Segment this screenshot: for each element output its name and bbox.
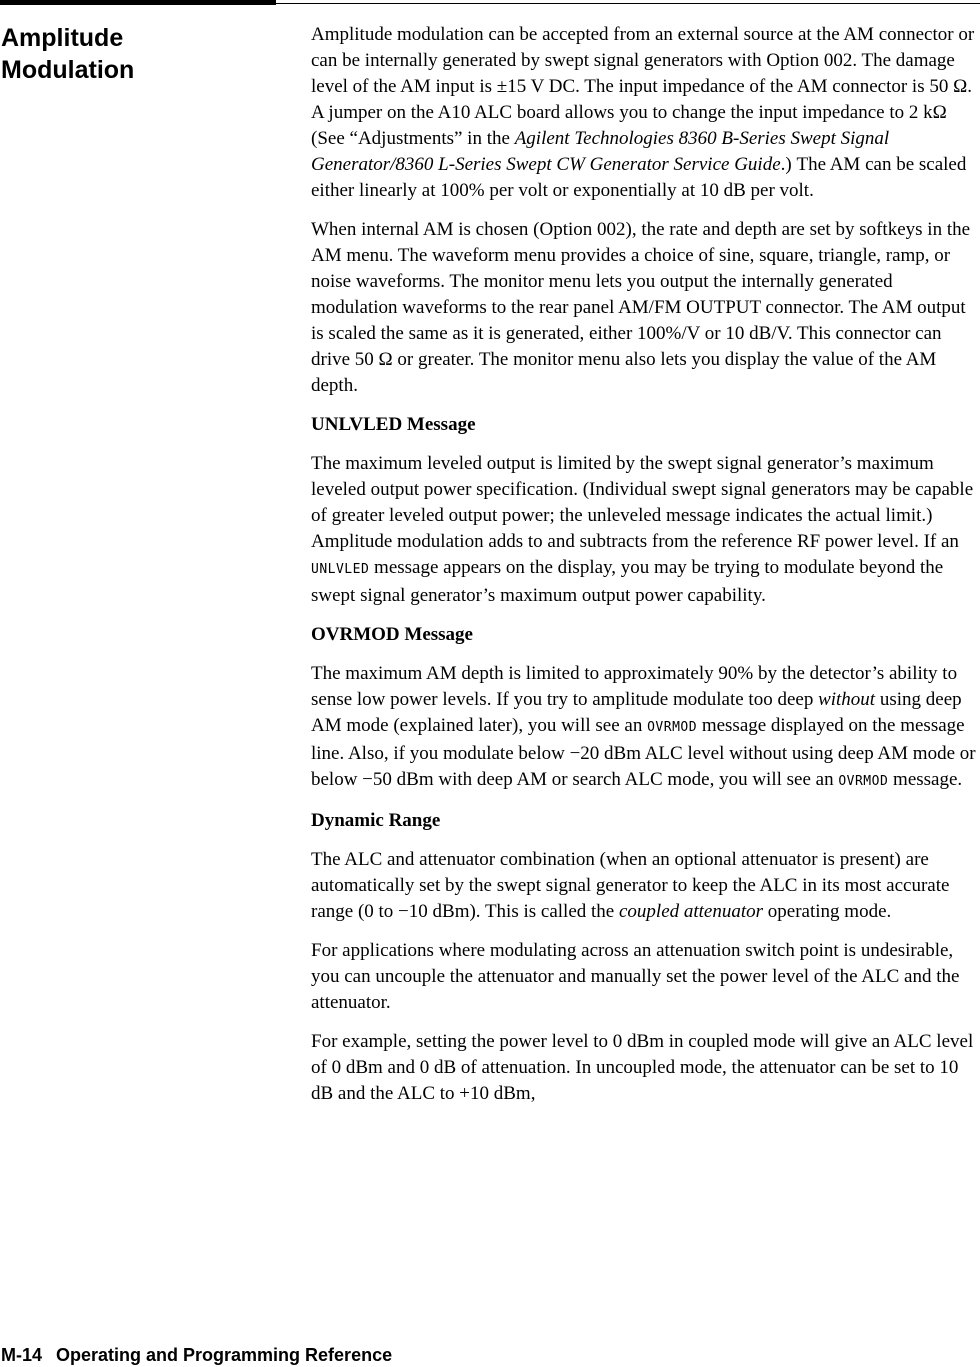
section-title-line1: Amplitude: [1, 24, 124, 52]
header-rule-thin: [276, 3, 980, 4]
intro-paragraph-2: When internal AM is chosen (Option 002), the rate and depth are set by softkeys in the AM menu. The waveform menu provides a choice of sine, square, triangle, ramp, or noise waveforms. The monitor menu lets you output the internally generated modulation waveforms to the rear panel AM/FM OUTPUT connector. The AM output is scaled the same as it is generated, either 100%/V or 10 dB/V. This connector can drive 50 Ω or greater. The monitor menu also lets you display the value of the AM depth.: [311, 219, 971, 396]
unlvled-paragraph: [311, 451, 976, 609]
ovrmod-display-message-2: OVRMOD: [838, 774, 889, 789]
coupled-attenuator-term: coupled attenuator: [618, 901, 764, 922]
unlvled-text-a: The maximum leveled output is limited by the swept signal generator’s maximum leveled output power specification. (Individual swept signal generators may be capable of greater leveled output power; the unleveled message indicates the actual limit.) Amplitude modulation adds to and subtracts from the reference RF power level. If an: [311, 453, 974, 552]
header-rule-thick: [0, 0, 276, 5]
ovrmod-text-c: message displayed on the message line. Also, if you modulate below −20 dBm ALC level without using deep AM mode or below −50 dBm with deep AM or search ALC mode, you will see an: [311, 715, 976, 790]
unlvled-display-message: UNLVLED: [311, 562, 370, 577]
intro-p1-text-a: Amplitude modulation can be accepted from an external source at the AM connector or can be internally generated by swept signal generators with Option 002. The damage level of the AM input is ±15 V DC. The input impedance of the AM connector is 50 Ω. A jumper on the A10 ALC board allows you to change the input impedance to 2 kΩ (See “Adjustments” in the: [311, 24, 975, 149]
page-number: M-14: [1, 1345, 43, 1365]
dynamic-range-paragraph-2: For applications where modulating across an attenuation switch point is undesirable, you can uncouple the attenuator and manually set the power level of the ALC and the attenuator.: [311, 940, 960, 1013]
ovrmod-display-message-1: OVRMOD: [647, 720, 698, 735]
ovrmod-paragraph: [311, 661, 976, 795]
section-title: [1, 22, 261, 86]
body-column: [311, 22, 976, 1120]
ovrmod-emphasis-without: without: [818, 689, 876, 710]
page-footer: [1, 1343, 392, 1367]
ovrmod-text-a: The maximum AM depth is limited to approximately 90% by the detector’s ability to sense low power levels. If you try to amplitude modulate too deep: [311, 663, 958, 710]
ovrmod-heading: OVRMOD Message: [311, 624, 473, 645]
dynamic-p1-text-b: operating mode.: [763, 901, 892, 922]
unlvled-heading: UNLVLED Message: [311, 414, 476, 435]
section-title-line2: Modulation: [1, 56, 135, 84]
dynamic-range-paragraph-3: For example, setting the power level to 0 dBm in coupled mode will give an ALC level of 0 dBm and 0 dB of attenuation. In uncoupled mode, the attenuator can be set to 10 dB and the ALC to +10 dBm,: [311, 1031, 974, 1104]
ovrmod-text-b: using deep AM mode (explained later), you will see an: [311, 689, 962, 736]
ovrmod-text-d: message.: [888, 769, 963, 790]
intro-p1-text-b: .) The AM can be scaled either linearly at 100% per volt or exponentially at 10 dB per volt.: [311, 154, 967, 201]
service-guide-title: Agilent Technologies 8360 B-Series Swept Signal Generator/8360 L-Series Swept CW Generator Service Guide: [311, 128, 890, 175]
unlvled-text-b: message appears on the display, you may be trying to modulate beyond the swept signal generator’s maximum output power capability.: [311, 557, 944, 606]
dynamic-range-paragraph-1: [311, 847, 976, 925]
dynamic-range-heading: Dynamic Range: [311, 810, 441, 831]
book-title: Operating and Programming Reference: [56, 1345, 393, 1365]
intro-paragraph-1: [311, 22, 976, 204]
dynamic-p1-text-a: The ALC and attenuator combination (when an optional attenuator is present) are automatically set by the swept signal generator to keep the ALC in its most accurate range (0 to −10 dBm). This is called the: [311, 849, 950, 922]
